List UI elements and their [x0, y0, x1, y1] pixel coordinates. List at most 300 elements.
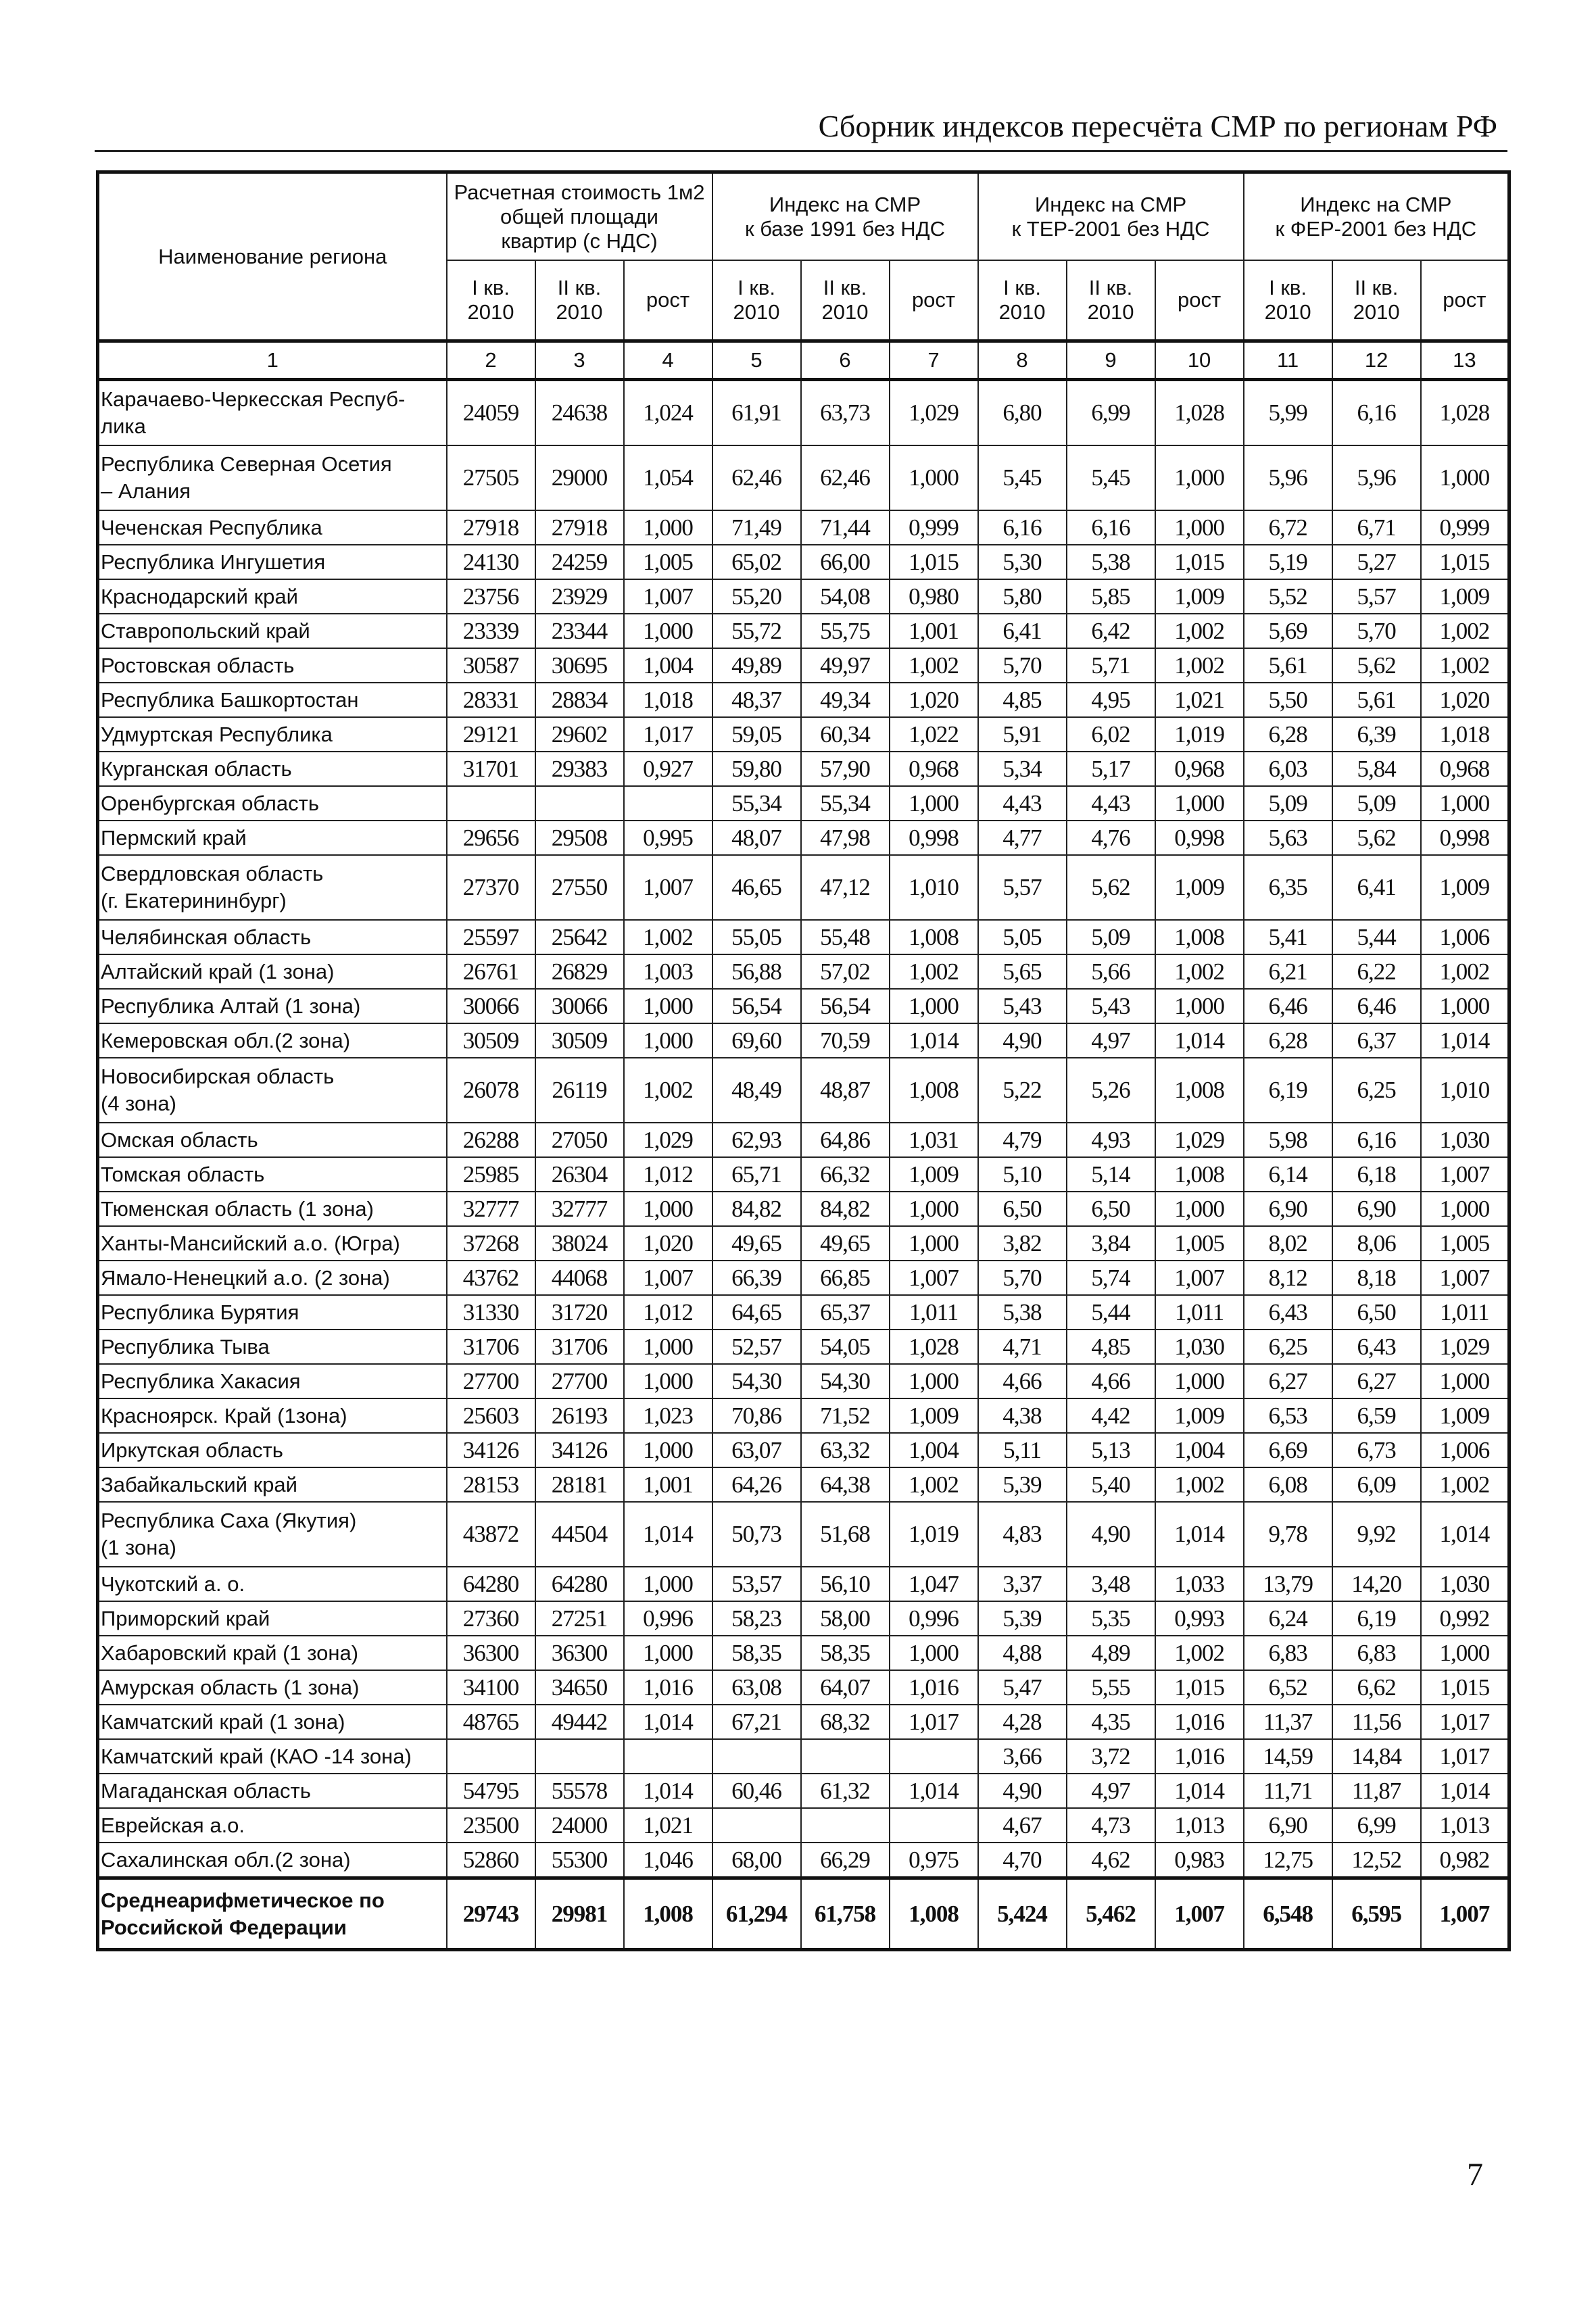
value-cell: 1,005	[1421, 1226, 1509, 1261]
table-row	[98, 1123, 1509, 1157]
value-cell: 1,000	[624, 989, 712, 1023]
value-cell: 1,011	[1421, 1295, 1509, 1330]
value-cell: 57,02	[801, 954, 890, 989]
value-cell: 29383	[535, 752, 624, 786]
value-cell: 1,014	[890, 1774, 978, 1808]
value-cell: 1,017	[890, 1705, 978, 1739]
value-cell: 0,998	[890, 821, 978, 855]
value-cell: 30587	[447, 648, 535, 683]
value-cell: 48,37	[712, 683, 801, 717]
value-cell: 5,34	[978, 752, 1067, 786]
region-name: Республика Северная Осетия – Алания	[98, 445, 447, 510]
value-cell: 6,39	[1332, 717, 1421, 752]
value-cell: 1,017	[1421, 1705, 1509, 1739]
value-cell	[801, 1808, 890, 1843]
value-cell: 6,19	[1244, 1058, 1332, 1123]
value-cell: 29508	[535, 821, 624, 855]
value-cell	[712, 1739, 801, 1774]
value-cell: 1,017	[624, 717, 712, 752]
value-cell: 50,73	[712, 1502, 801, 1567]
total-row	[98, 1878, 1509, 1950]
value-cell: 28834	[535, 683, 624, 717]
value-cell: 1,000	[624, 614, 712, 648]
col-group-index-ter: Индекс на СМР к ТЕР-2001 без НДС	[978, 172, 1244, 261]
value-cell: 5,61	[1332, 683, 1421, 717]
value-cell: 66,39	[712, 1261, 801, 1295]
col-group-index-fer: Индекс на СМР к ФЕР-2001 без НДС	[1244, 172, 1509, 261]
value-cell: 6,42	[1067, 614, 1155, 648]
col-group-cost: Расчетная стоимость 1м2 общей площади квартир (с НДС)	[447, 172, 712, 261]
value-cell: 0,983	[1155, 1843, 1244, 1878]
value-cell: 58,00	[801, 1601, 890, 1636]
value-cell: 61,294	[712, 1878, 801, 1950]
value-cell: 47,98	[801, 821, 890, 855]
col-subheader: рост	[1155, 260, 1244, 341]
value-cell: 1,023	[624, 1398, 712, 1433]
region-name: Сахалинская обл.(2 зона)	[98, 1843, 447, 1878]
value-cell: 5,19	[1244, 545, 1332, 579]
value-cell: 9,92	[1332, 1502, 1421, 1567]
table-row	[98, 1601, 1509, 1636]
value-cell: 32777	[535, 1192, 624, 1226]
value-cell: 1,010	[890, 855, 978, 920]
value-cell: 36300	[535, 1636, 624, 1670]
value-cell: 1,021	[1155, 683, 1244, 717]
value-cell: 1,006	[1421, 920, 1509, 954]
table-row	[98, 786, 1509, 821]
value-cell: 64,65	[712, 1295, 801, 1330]
value-cell: 6,46	[1332, 989, 1421, 1023]
region-name: Ханты-Мансийский а.о. (Югра)	[98, 1226, 447, 1261]
value-cell: 1,016	[1155, 1705, 1244, 1739]
value-cell: 4,79	[978, 1123, 1067, 1157]
value-cell: 34126	[535, 1433, 624, 1467]
value-cell: 1,014	[624, 1774, 712, 1808]
value-cell: 24059	[447, 380, 535, 446]
table-row	[98, 445, 1509, 510]
value-cell: 5,69	[1244, 614, 1332, 648]
value-cell: 4,90	[1067, 1502, 1155, 1567]
value-cell: 0,992	[1421, 1601, 1509, 1636]
value-cell: 0,968	[1421, 752, 1509, 786]
value-cell: 1,022	[890, 717, 978, 752]
value-cell: 1,013	[1421, 1808, 1509, 1843]
value-cell: 6,16	[1067, 510, 1155, 545]
value-cell: 4,77	[978, 821, 1067, 855]
value-cell: 1,002	[890, 648, 978, 683]
value-cell: 1,000	[890, 786, 978, 821]
value-cell: 1,030	[1421, 1123, 1509, 1157]
value-cell: 6,16	[1332, 380, 1421, 446]
value-cell: 1,001	[624, 1467, 712, 1502]
value-cell: 34126	[447, 1433, 535, 1467]
value-cell: 4,76	[1067, 821, 1155, 855]
value-cell: 64,26	[712, 1467, 801, 1502]
value-cell: 5,96	[1244, 445, 1332, 510]
column-number-row	[98, 341, 1509, 380]
value-cell: 6,41	[978, 614, 1067, 648]
value-cell	[624, 786, 712, 821]
value-cell: 6,08	[1244, 1467, 1332, 1502]
value-cell: 1,006	[1421, 1433, 1509, 1467]
value-cell: 54,30	[712, 1364, 801, 1398]
value-cell: 1,047	[890, 1567, 978, 1601]
value-cell: 1,008	[890, 920, 978, 954]
value-cell: 68,32	[801, 1705, 890, 1739]
value-cell: 70,86	[712, 1398, 801, 1433]
value-cell: 5,30	[978, 545, 1067, 579]
value-cell: 6,595	[1332, 1878, 1421, 1950]
value-cell: 1,002	[1421, 614, 1509, 648]
value-cell: 26761	[447, 954, 535, 989]
value-cell	[890, 1808, 978, 1843]
table-row	[98, 1705, 1509, 1739]
value-cell: 6,19	[1332, 1601, 1421, 1636]
value-cell: 1,015	[1421, 1670, 1509, 1705]
value-cell: 5,09	[1332, 786, 1421, 821]
value-cell: 4,71	[978, 1330, 1067, 1364]
value-cell: 5,91	[978, 717, 1067, 752]
value-cell: 5,62	[1332, 648, 1421, 683]
value-cell: 5,84	[1332, 752, 1421, 786]
value-cell: 8,18	[1332, 1261, 1421, 1295]
value-cell: 4,93	[1067, 1123, 1155, 1157]
value-cell: 1,002	[1421, 954, 1509, 989]
value-cell: 5,45	[978, 445, 1067, 510]
region-name: Чукотский а. о.	[98, 1567, 447, 1601]
value-cell: 59,80	[712, 752, 801, 786]
value-cell: 61,91	[712, 380, 801, 446]
value-cell: 1,011	[890, 1295, 978, 1330]
value-cell: 5,66	[1067, 954, 1155, 989]
column-number: 10	[1155, 341, 1244, 380]
value-cell: 84,82	[712, 1192, 801, 1226]
value-cell: 27505	[447, 445, 535, 510]
value-cell: 6,73	[1332, 1433, 1421, 1467]
region-name: Среднеарифметическое по Российской Федерации	[98, 1878, 447, 1950]
table-row	[98, 579, 1509, 614]
value-cell: 1,007	[890, 1261, 978, 1295]
value-cell: 6,99	[1067, 380, 1155, 446]
value-cell: 5,44	[1332, 920, 1421, 954]
region-name: Свердловская область (г. Екатерининбург)	[98, 855, 447, 920]
column-number: 9	[1067, 341, 1155, 380]
value-cell: 1,030	[1155, 1330, 1244, 1364]
value-cell: 29981	[535, 1878, 624, 1950]
value-cell: 1,054	[624, 445, 712, 510]
value-cell: 65,02	[712, 545, 801, 579]
value-cell: 1,011	[1155, 1295, 1244, 1330]
col-subheader: I кв. 2010	[712, 260, 801, 341]
region-name: Приморский край	[98, 1601, 447, 1636]
value-cell: 1,014	[624, 1502, 712, 1567]
value-cell: 6,83	[1244, 1636, 1332, 1670]
value-cell: 27050	[535, 1123, 624, 1157]
value-cell: 64280	[447, 1567, 535, 1601]
value-cell: 49,97	[801, 648, 890, 683]
value-cell: 6,16	[978, 510, 1067, 545]
table-row	[98, 1364, 1509, 1398]
region-name: Хабаровский край (1 зона)	[98, 1636, 447, 1670]
value-cell: 1,020	[890, 683, 978, 717]
value-cell: 8,12	[1244, 1261, 1332, 1295]
value-cell: 5,71	[1067, 648, 1155, 683]
value-cell: 0,999	[890, 510, 978, 545]
value-cell: 5,38	[1067, 545, 1155, 579]
value-cell: 55,34	[801, 786, 890, 821]
col-subheader: рост	[890, 260, 978, 341]
value-cell: 55,72	[712, 614, 801, 648]
value-cell: 26304	[535, 1157, 624, 1192]
value-cell: 60,34	[801, 717, 890, 752]
value-cell: 63,07	[712, 1433, 801, 1467]
value-cell: 55578	[535, 1774, 624, 1808]
column-number: 7	[890, 341, 978, 380]
value-cell: 1,002	[1155, 1636, 1244, 1670]
value-cell: 6,09	[1332, 1467, 1421, 1502]
value-cell: 58,23	[712, 1601, 801, 1636]
value-cell: 5,13	[1067, 1433, 1155, 1467]
region-name: Ямало-Ненецкий а.о. (2 зона)	[98, 1261, 447, 1295]
col-subheader: рост	[624, 260, 712, 341]
value-cell: 5,52	[1244, 579, 1332, 614]
value-cell	[447, 786, 535, 821]
value-cell: 5,50	[1244, 683, 1332, 717]
value-cell: 3,72	[1067, 1739, 1155, 1774]
value-cell: 29656	[447, 821, 535, 855]
value-cell: 55,05	[712, 920, 801, 954]
value-cell: 1,000	[1155, 1364, 1244, 1398]
value-cell: 62,46	[801, 445, 890, 510]
value-cell: 4,66	[978, 1364, 1067, 1398]
value-cell: 1,028	[890, 1330, 978, 1364]
value-cell: 5,62	[1067, 855, 1155, 920]
value-cell: 5,57	[978, 855, 1067, 920]
table-row	[98, 1502, 1509, 1567]
value-cell: 4,83	[978, 1502, 1067, 1567]
table-row	[98, 717, 1509, 752]
value-cell: 1,000	[890, 989, 978, 1023]
value-cell: 23500	[447, 1808, 535, 1843]
value-cell: 56,88	[712, 954, 801, 989]
column-number: 12	[1332, 341, 1421, 380]
value-cell: 6,53	[1244, 1398, 1332, 1433]
value-cell: 9,78	[1244, 1502, 1332, 1567]
value-cell: 49,34	[801, 683, 890, 717]
value-cell: 4,62	[1067, 1843, 1155, 1878]
table-row	[98, 648, 1509, 683]
value-cell: 5,85	[1067, 579, 1155, 614]
region-name: Республика Хакасия	[98, 1364, 447, 1398]
value-cell: 3,48	[1067, 1567, 1155, 1601]
region-name: Республика Бурятия	[98, 1295, 447, 1330]
value-cell: 1,000	[1155, 510, 1244, 545]
value-cell: 1,007	[624, 579, 712, 614]
region-name: Оренбургская область	[98, 786, 447, 821]
value-cell: 1,002	[890, 1467, 978, 1502]
value-cell: 28331	[447, 683, 535, 717]
value-cell: 1,005	[1155, 1226, 1244, 1261]
value-cell: 5,55	[1067, 1670, 1155, 1705]
value-cell: 6,50	[1332, 1295, 1421, 1330]
value-cell: 5,98	[1244, 1123, 1332, 1157]
value-cell: 4,35	[1067, 1705, 1155, 1739]
value-cell: 27360	[447, 1601, 535, 1636]
value-cell: 56,54	[712, 989, 801, 1023]
value-cell: 1,033	[1155, 1567, 1244, 1601]
value-cell: 65,37	[801, 1295, 890, 1330]
value-cell: 5,40	[1067, 1467, 1155, 1502]
value-cell: 6,41	[1332, 855, 1421, 920]
value-cell: 1,009	[1421, 1398, 1509, 1433]
value-cell: 1,009	[890, 1398, 978, 1433]
value-cell: 5,424	[978, 1878, 1067, 1950]
value-cell: 29121	[447, 717, 535, 752]
col-subheader: I кв. 2010	[978, 260, 1067, 341]
value-cell: 27700	[447, 1364, 535, 1398]
value-cell: 6,83	[1332, 1636, 1421, 1670]
value-cell: 1,008	[890, 1878, 978, 1950]
value-cell: 5,62	[1332, 821, 1421, 855]
value-cell: 30695	[535, 648, 624, 683]
value-cell: 68,00	[712, 1843, 801, 1878]
value-cell: 28181	[535, 1467, 624, 1502]
value-cell: 4,66	[1067, 1364, 1155, 1398]
value-cell: 0,968	[890, 752, 978, 786]
value-cell: 1,016	[890, 1670, 978, 1705]
table-row	[98, 1739, 1509, 1774]
value-cell: 31720	[535, 1295, 624, 1330]
value-cell: 55300	[535, 1843, 624, 1878]
value-cell: 1,000	[890, 445, 978, 510]
value-cell: 1,000	[890, 1192, 978, 1226]
value-cell: 24638	[535, 380, 624, 446]
value-cell: 1,014	[1155, 1774, 1244, 1808]
value-cell: 1,009	[1155, 1398, 1244, 1433]
table-row	[98, 1023, 1509, 1058]
col-subheader: I кв. 2010	[1244, 260, 1332, 341]
value-cell: 1,000	[890, 1636, 978, 1670]
value-cell: 5,63	[1244, 821, 1332, 855]
value-cell: 1,004	[624, 648, 712, 683]
value-cell: 1,028	[1155, 380, 1244, 446]
value-cell: 1,000	[624, 1636, 712, 1670]
value-cell: 55,48	[801, 920, 890, 954]
value-cell: 26193	[535, 1398, 624, 1433]
column-number: 4	[624, 341, 712, 380]
value-cell: 57,90	[801, 752, 890, 786]
value-cell: 25603	[447, 1398, 535, 1433]
value-cell: 3,82	[978, 1226, 1067, 1261]
value-cell: 11,87	[1332, 1774, 1421, 1808]
value-cell: 4,90	[978, 1023, 1067, 1058]
value-cell: 6,72	[1244, 510, 1332, 545]
value-cell: 1,007	[1155, 1878, 1244, 1950]
value-cell: 63,73	[801, 380, 890, 446]
value-cell	[890, 1739, 978, 1774]
value-cell: 1,002	[624, 1058, 712, 1123]
value-cell: 0,980	[890, 579, 978, 614]
value-cell: 51,68	[801, 1502, 890, 1567]
value-cell: 4,28	[978, 1705, 1067, 1739]
value-cell: 1,000	[1421, 1192, 1509, 1226]
region-name: Республика Саха (Якутия) (1 зона)	[98, 1502, 447, 1567]
value-cell: 1,014	[624, 1705, 712, 1739]
value-cell: 5,70	[978, 648, 1067, 683]
value-cell: 31706	[447, 1330, 535, 1364]
value-cell: 1,002	[1421, 1467, 1509, 1502]
table-row	[98, 752, 1509, 786]
value-cell: 43762	[447, 1261, 535, 1295]
value-cell: 24130	[447, 545, 535, 579]
value-cell: 4,42	[1067, 1398, 1155, 1433]
value-cell: 5,05	[978, 920, 1067, 954]
value-cell: 1,000	[624, 1330, 712, 1364]
value-cell: 56,10	[801, 1567, 890, 1601]
value-cell: 1,024	[624, 380, 712, 446]
value-cell: 30066	[535, 989, 624, 1023]
value-cell: 1,000	[624, 1567, 712, 1601]
region-name: Камчатский край (1 зона)	[98, 1705, 447, 1739]
value-cell: 6,24	[1244, 1601, 1332, 1636]
value-cell: 30509	[447, 1023, 535, 1058]
table-row	[98, 1330, 1509, 1364]
value-cell: 25597	[447, 920, 535, 954]
value-cell: 49442	[535, 1705, 624, 1739]
value-cell: 4,90	[978, 1774, 1067, 1808]
value-cell: 6,62	[1332, 1670, 1421, 1705]
value-cell: 52860	[447, 1843, 535, 1878]
value-cell: 6,27	[1332, 1364, 1421, 1398]
value-cell: 47,12	[801, 855, 890, 920]
value-cell: 5,61	[1244, 648, 1332, 683]
value-cell: 29743	[447, 1878, 535, 1950]
value-cell: 49,89	[712, 648, 801, 683]
value-cell: 1,002	[1155, 954, 1244, 989]
value-cell: 58,35	[801, 1636, 890, 1670]
table-row	[98, 1226, 1509, 1261]
value-cell: 56,54	[801, 989, 890, 1023]
value-cell: 5,43	[978, 989, 1067, 1023]
value-cell: 14,84	[1332, 1739, 1421, 1774]
value-cell: 0,968	[1155, 752, 1244, 786]
value-cell: 58,35	[712, 1636, 801, 1670]
value-cell: 1,002	[624, 920, 712, 954]
value-cell: 5,45	[1067, 445, 1155, 510]
value-cell: 1,007	[1421, 1878, 1509, 1950]
value-cell: 1,007	[1421, 1157, 1509, 1192]
region-name: Иркутская область	[98, 1433, 447, 1467]
value-cell: 6,548	[1244, 1878, 1332, 1950]
column-number: 8	[978, 341, 1067, 380]
table-row	[98, 545, 1509, 579]
value-cell: 8,02	[1244, 1226, 1332, 1261]
value-cell: 1,029	[890, 380, 978, 446]
value-cell: 27918	[535, 510, 624, 545]
value-cell: 5,462	[1067, 1878, 1155, 1950]
value-cell: 5,96	[1332, 445, 1421, 510]
value-cell	[624, 1739, 712, 1774]
value-cell: 5,70	[978, 1261, 1067, 1295]
value-cell: 1,007	[624, 855, 712, 920]
value-cell: 1,015	[890, 545, 978, 579]
value-cell: 5,14	[1067, 1157, 1155, 1192]
value-cell: 0,999	[1421, 510, 1509, 545]
value-cell: 1,000	[1421, 989, 1509, 1023]
value-cell: 1,009	[1421, 855, 1509, 920]
region-name: Республика Алтай (1 зона)	[98, 989, 447, 1023]
value-cell: 5,35	[1067, 1601, 1155, 1636]
